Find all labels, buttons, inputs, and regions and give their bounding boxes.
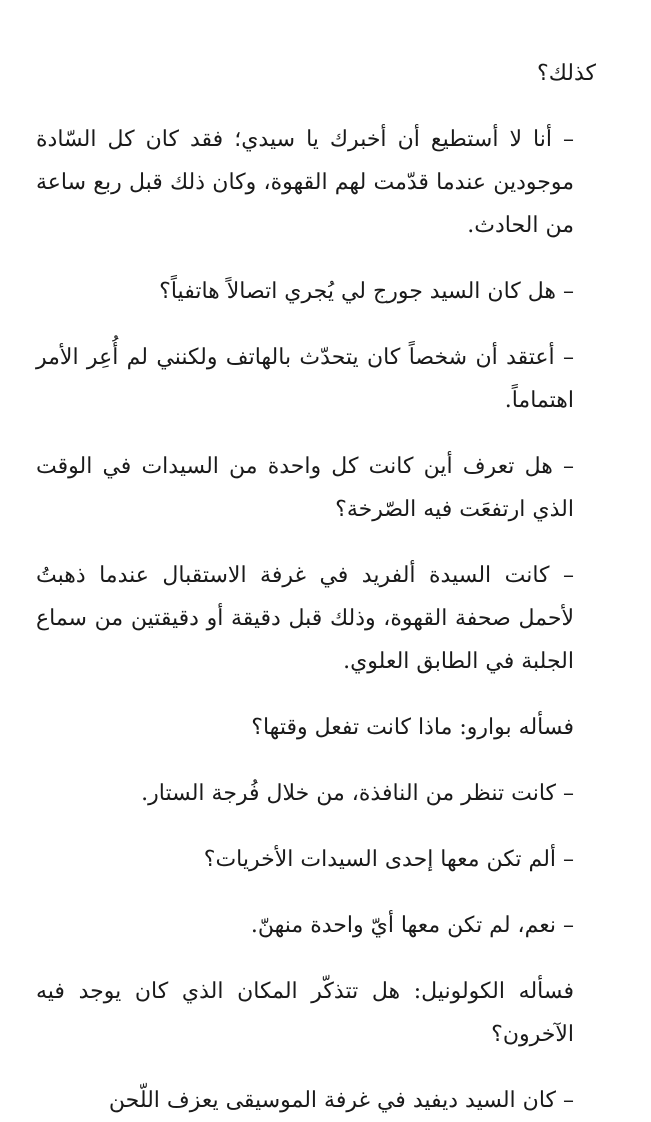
book-page [36, 52, 596, 1122]
paragraph-6: – كانت السيدة ألفريد في غرفة الاستقبال عندما ذهبتُ لأحمل صحفة القهوة، وذلك قبل دقيقة أو دقيقتين من سماع الجلبة في الطابق العلوي. [36, 563, 574, 674]
paragraph-9: – ألم تكن معها إحدى السيدات الأخريات؟ [203, 847, 574, 872]
paragraph-10: – نعم، لم تكن معها أيّ واحدة منهنّ. [250, 913, 574, 938]
paragraph-5: – هل تعرف أين كانت كل واحدة من السيدات في الوقت الذي ارتفعَت فيه الصّرخة؟ [36, 454, 574, 522]
paragraph-4: – أعتقد أن شخصاً كان يتحدّث بالهاتف ولكنني لم أُعِر الأمر اهتماماً. [36, 345, 574, 413]
paragraph-12: – كان السيد ديفيد في غرفة الموسيقى يعزف اللّحن [108, 1088, 574, 1113]
paragraph-11: فسأله الكولونيل: هل تتذكّر المكان الذي كان يوجد فيه الآخرون؟ [36, 979, 574, 1047]
paragraph-3: – هل كان السيد جورج لي يُجري اتصالاً هاتفياً؟ [159, 279, 574, 304]
paragraph-1: كذلك؟ [537, 61, 596, 86]
paragraph-7: فسأله بوارو: ماذا كانت تفعل وقتها؟ [251, 715, 574, 740]
paragraph-2: – أنا لا أستطيع أن أخبرك يا سيدي؛ فقد كان كل السّادة موجودين عندما قدّمت لهم القهوة، وكان ذلك قبل ربع ساعة من الحادث. [36, 127, 574, 238]
paragraph-8: – كانت تنظر من النافذة، من خلال فُرجة الستار. [141, 781, 574, 806]
